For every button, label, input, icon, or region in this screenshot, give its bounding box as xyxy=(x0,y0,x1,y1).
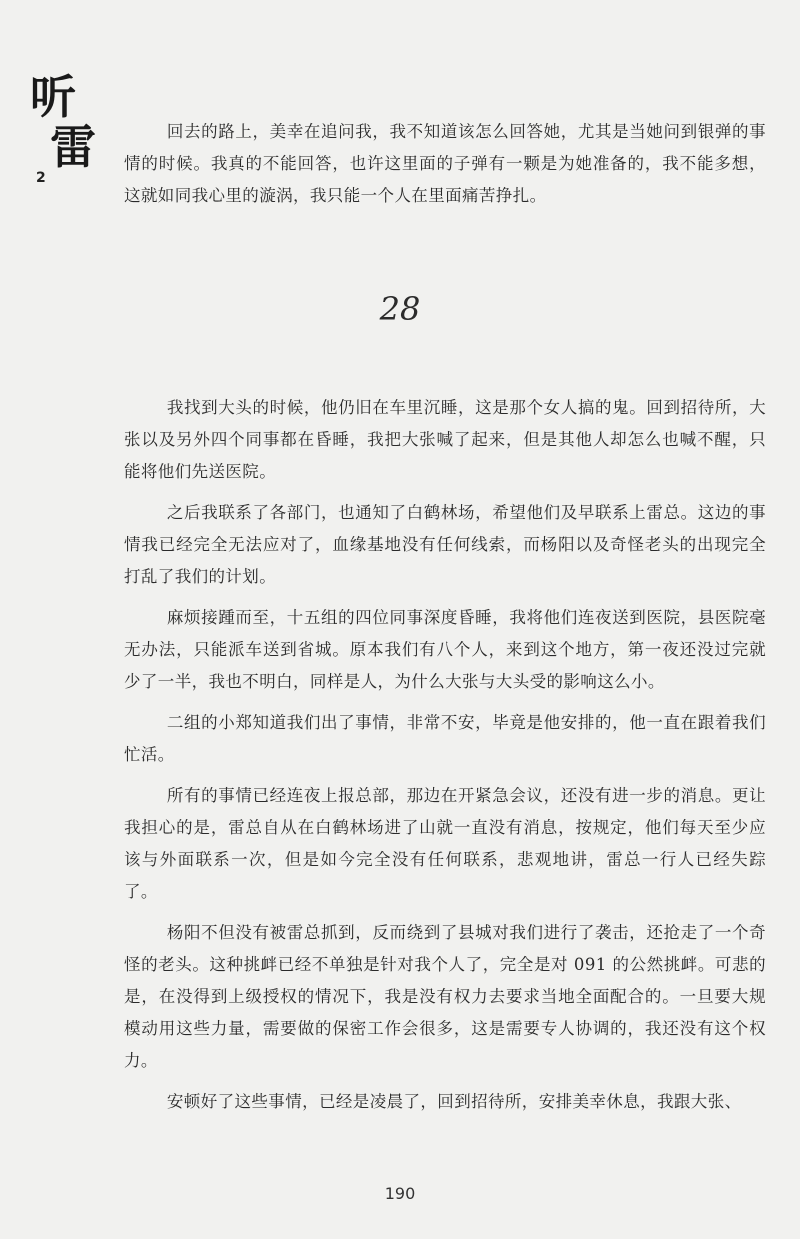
intro-text-block xyxy=(124,116,766,221)
chapter-body xyxy=(124,392,766,1127)
paragraph: 回去的路上，美幸在追问我，我不知道该怎么回答她，尤其是当她问到银弹的事情的时候。我真的不能回答，也许这里面的子弹有一颗是为她准备的，我不能多想，这就如同我心里的漩涡，我只能一个人在里面痛苦挣扎。 xyxy=(124,122,766,205)
paragraph: 麻烦接踵而至，十五组的四位同事深度昏睡，我将他们连夜送到医院，县医院毫无办法，只能派车送到省城。原本我们有八个人，来到这个地方，第一夜还没过完就少了一半，我也不明白，同样是人，为什么大张与大头受的影响这么小。 xyxy=(124,608,766,691)
paragraph: 二组的小郑知道我们出了事情，非常不安，毕竟是他安排的，他一直在跟着我们忙活。 xyxy=(124,713,766,764)
book-title-char-2: 雷 xyxy=(50,120,96,174)
volume-number: 2 xyxy=(36,170,46,186)
chapter-heading: 28 xyxy=(379,290,421,328)
page-number: 190 xyxy=(384,1184,416,1203)
book-title-vertical xyxy=(30,72,100,172)
paragraph: 杨阳不但没有被雷总抓到，反而绕到了县城对我们进行了袭击，还抢走了一个奇怪的老头。这种挑衅已经不单独是针对我个人了，完全是对 091 的公然挑衅。可悲的是，在没得到上级授权的情况下，我是没有权力去要求当地全面配合的。一旦要大规模动用这些力量，需要做的保密工作会很多，这是需要专人协调的，我还没有这个权力。 xyxy=(124,923,766,1070)
book-title-char-1: 听 xyxy=(30,70,76,124)
paragraph: 所有的事情已经连夜上报总部，那边在开紧急会议，还没有进一步的消息。更让我担心的是，雷总自从在白鹤林场进了山就一直没有消息，按规定，他们每天至少应该与外面联系一次，但是如今完全没有任何联系，悲观地讲，雷总一行人已经失踪了。 xyxy=(124,786,766,901)
paragraph: 之后我联系了各部门，也通知了白鹤林场，希望他们及早联系上雷总。这边的事情我已经完全无法应对了，血缘基地没有任何线索，而杨阳以及奇怪老头的出现完全打乱了我们的计划。 xyxy=(124,503,766,586)
paragraph: 我找到大头的时候，他仍旧在车里沉睡，这是那个女人搞的鬼。回到招待所，大张以及另外四个同事都在昏睡，我把大张喊了起来，但是其他人却怎么也喊不醒，只能将他们先送医院。 xyxy=(124,398,766,481)
paragraph: 安顿好了这些事情，已经是凌晨了，回到招待所，安排美幸休息，我跟大张、 xyxy=(166,1092,742,1111)
